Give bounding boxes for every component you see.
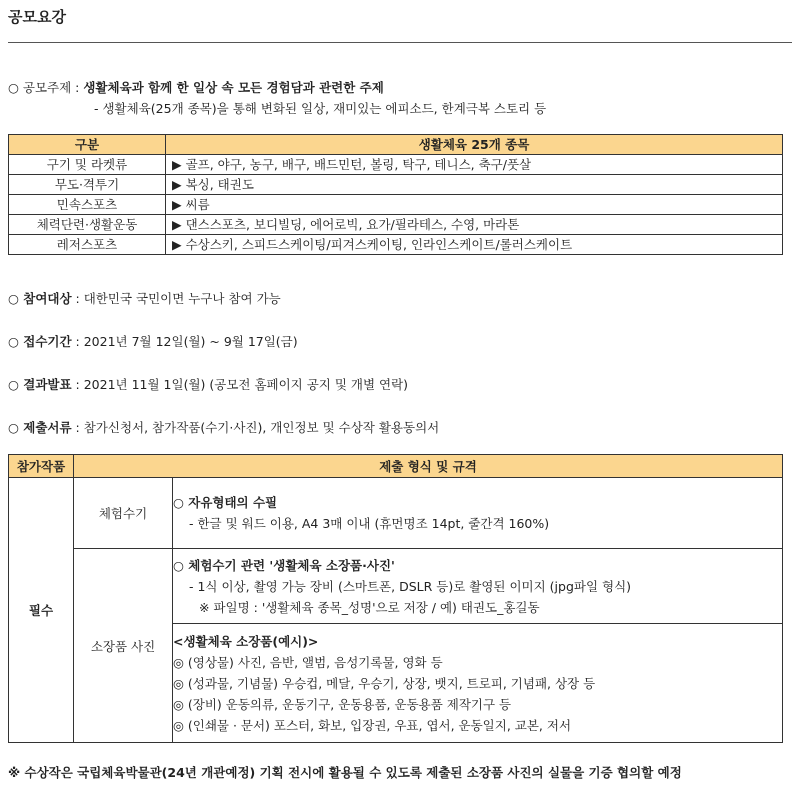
example-item: ◎ (인쇄물 · 문서) 포스터, 화보, 입장권, 우표, 엽서, 운동일지, 교본, 저서 — [173, 717, 572, 733]
category-cell: 구기 및 라켓류 — [9, 155, 166, 175]
header-entry: 참가작품 — [9, 455, 74, 478]
documents-label: ○ 제출서류 — [8, 420, 72, 435]
theme-label: ○ 공모주제 : — [8, 80, 80, 95]
essay-heading: ○ 자유형태의 수필 — [173, 495, 278, 510]
required-cell: 필수 — [9, 478, 74, 743]
sports-cell: ▶ 복싱, 태권도 — [166, 175, 783, 195]
page-title: 공모요강 — [8, 8, 66, 26]
sports-cell: ▶ 골프, 야구, 농구, 배구, 배드민턴, 볼링, 탁구, 테니스, 축구/풋살 — [166, 155, 783, 175]
example-item: ◎ (영상물) 사진, 음반, 앨범, 음성기록물, 영화 등 — [173, 654, 443, 670]
announce-label: ○ 결과발표 — [8, 377, 72, 392]
announce-value: : 2021년 11월 1일(월) (공모전 홈페이지 공지 및 개별 연락) — [75, 377, 409, 392]
eligibility-line — [8, 289, 281, 307]
example-item: ◎ (장비) 운동의류, 운동기구, 운동용품, 운동용품 제작기구 등 — [173, 696, 512, 712]
submission-table — [8, 454, 783, 743]
category-cell: 레저스포츠 — [9, 235, 166, 255]
sports-category-table — [8, 134, 783, 255]
title-divider — [8, 42, 792, 43]
eligibility-value: : 대한민국 국민이면 누구나 참여 가능 — [75, 291, 281, 306]
photo-heading: ○ 체험수기 관련 '생활체육 소장품·사진' — [173, 557, 395, 573]
period-line — [8, 332, 298, 350]
essay-detail-cell — [173, 478, 783, 549]
footnote: ※ 수상작은 국립체육박물관(24년 개관예정) 기획 전시에 활용될 수 있도록 제출된 소장품 사진의 실물을 기증 협의할 예정 — [8, 765, 682, 780]
table-row — [9, 235, 783, 255]
theme-line — [8, 78, 384, 96]
essay-type-cell: 체험수기 — [74, 478, 173, 549]
table-row — [9, 155, 783, 175]
sports-cell: ▶ 수상스키, 스피드스케이팅/피겨스케이팅, 인라인스케이트/롤러스케이트 — [166, 235, 783, 255]
category-cell: 무도·격투기 — [9, 175, 166, 195]
documents-line — [8, 418, 439, 436]
examples-title: <생활체육 소장품(예시)> — [173, 633, 319, 649]
table-row — [9, 549, 783, 624]
period-label: ○ 접수기간 — [8, 334, 72, 349]
theme-sub: - 생활체육(25개 종목)을 통해 변화된 일상, 재미있는 에피소드, 한계극복 스토리 등 — [94, 101, 547, 116]
table-row — [9, 215, 783, 235]
sports-cell: ▶ 씨름 — [166, 195, 783, 215]
photo-filename-note: ※ 파일명 : '생활체육 종목_성명'으로 저장 / 예) 태권도_홍길동 — [199, 599, 540, 615]
period-value: : 2021년 7월 12일(월) ~ 9월 17일(금) — [75, 334, 298, 349]
examples-cell — [173, 624, 783, 743]
category-cell: 체력단련·생활운동 — [9, 215, 166, 235]
table-row — [9, 195, 783, 215]
header-sports: 생활체육 25개 종목 — [166, 135, 783, 155]
example-item: ◎ (성과물, 기념물) 우승컵, 메달, 우승기, 상장, 뱃지, 트로피, 기념패, 상장 등 — [173, 675, 596, 691]
header-category: 구분 — [9, 135, 166, 155]
table-row — [9, 478, 783, 549]
table-row — [9, 175, 783, 195]
table-header-row — [9, 455, 783, 478]
category-cell: 민속스포츠 — [9, 195, 166, 215]
photo-detail-cell — [173, 549, 783, 624]
eligibility-label: ○ 참여대상 — [8, 291, 72, 306]
photo-type-cell: 소장품 사진 — [74, 549, 173, 743]
sports-cell: ▶ 댄스스포츠, 보디빌딩, 에어로빅, 요가/필라테스, 수영, 마라톤 — [166, 215, 783, 235]
announce-line — [8, 375, 408, 393]
theme-value: 생활체육과 함께 한 일상 속 모든 경험담과 관련한 주제 — [83, 80, 384, 95]
essay-line: - 한글 및 워드 이용, A4 3매 이내 (휴먼명조 14pt, 줄간격 160%) — [189, 516, 550, 531]
photo-line: - 1식 이상, 촬영 가능 장비 (스마트폰, DSLR 등)로 촬영된 이미지 (jpg파일 형식) — [189, 578, 632, 594]
header-format: 제출 형식 및 규격 — [74, 455, 783, 478]
documents-value: : 참가신청서, 참가작품(수기·사진), 개인정보 및 수상작 활용동의서 — [75, 420, 440, 435]
table-header-row — [9, 135, 783, 155]
